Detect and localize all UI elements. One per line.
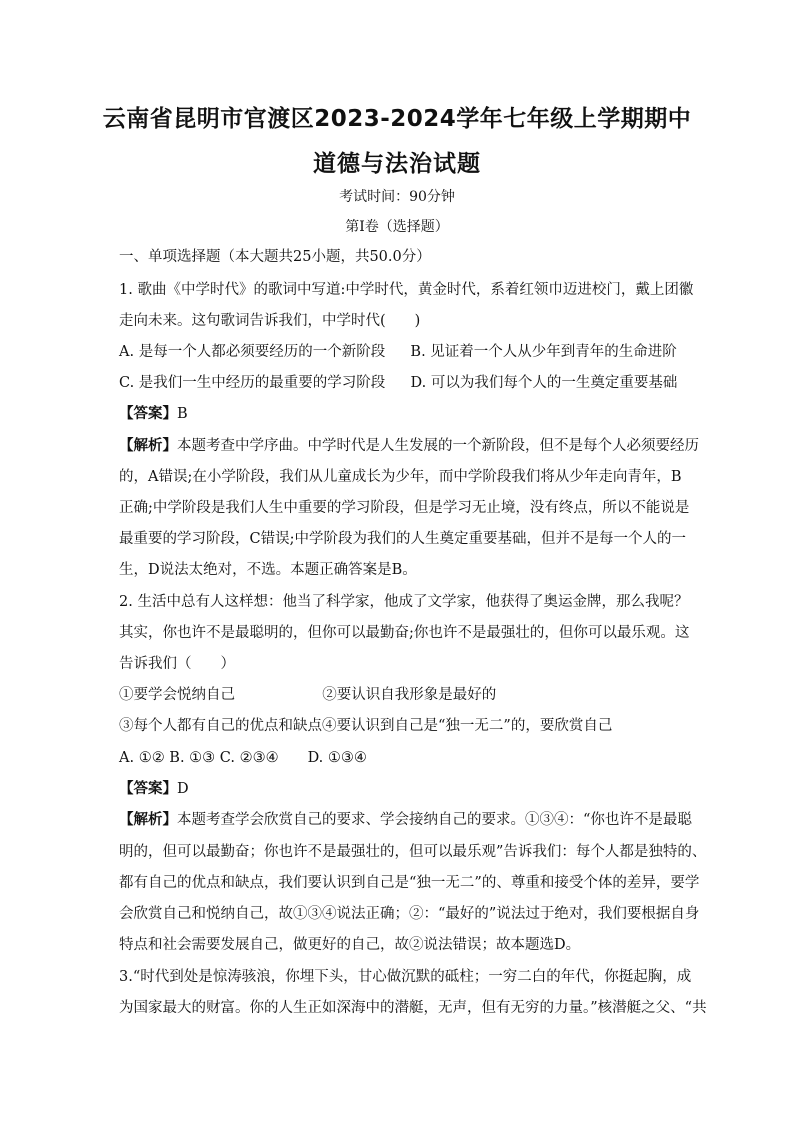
analysis-tag: 【解析】	[119, 811, 177, 828]
q2-analysis-line: 明的，但可以最勤奋；你也许不是最强壮的，但可以最乐观”告诉我们：每个人都是独特的、	[119, 844, 707, 860]
q2-items-row	[119, 685, 699, 705]
volume-label: 第I卷（选择题）	[345, 219, 449, 235]
answer-tag: 【答案】	[119, 780, 177, 797]
answer-value: B	[177, 406, 188, 422]
q2-analysis-line	[119, 810, 699, 830]
q2-stem-line: 2. 生活中总有人这样想：他当了科学家，他成了文学家，他获得了奥运金牌，那么我呢？	[119, 594, 689, 610]
q2-item-2: ②要认识自我形象是最好的	[322, 687, 497, 703]
q2-stem-line: 其实，你也许不是最聪明的，但你可以最勤奋;你也许不是最强壮的，但你可以最乐观。这	[119, 625, 690, 641]
answer-value: D	[177, 781, 189, 797]
q2-analysis-line: 会欣赏自己和悦纳自己，故①③④说法正确；②：“最好的”说法过于绝对，我们要根据自身	[119, 906, 700, 922]
q1-option-d: D. 可以为我们每个人的一生奠定重要基础	[410, 375, 678, 391]
q1-analysis-line: 正确;中学阶段是我们人生中重要的学习阶段，但是学习无止境，没有终点，所以不能说是	[119, 500, 690, 516]
q1-option-b: B. 见证着一个人从少年到青年的生命进阶	[410, 344, 677, 360]
document-subtitle: 道德与法治试题	[313, 151, 481, 177]
analysis-tag: 【解析】	[119, 437, 177, 454]
q3-stem-line: 为国家最大的财富。你的人生正如深海中的潜艇，无声，但有无穷的力量。”核潜艇之父、“共	[119, 1000, 707, 1016]
q1-option-c: C. 是我们一生中经历的最重要的学习阶段	[119, 375, 386, 391]
q3-stem-line: 3.“时代到处是惊涛骇浪，你埋下头，甘心做沉默的砥柱；一穷二白的年代，你挺起胸，成	[119, 969, 692, 985]
q1-analysis-line: 最重要的学习阶段，C错误;中学阶段为我们的人生奠定重要基础，但并不是每一个人的一	[119, 531, 686, 547]
q1-answer	[119, 404, 699, 424]
q2-stem-line: 告诉我们（ ）	[119, 656, 235, 672]
analysis-text: 本题考查中学序曲。中学时代是人生发展的一个新阶段，但不是每个人必须要经历	[177, 438, 699, 454]
q2-analysis-line: 都有自己的优点和缺点，我们要认识到自己是“独一无二”的、尊重和接受个体的差异，要学	[119, 875, 700, 891]
exam-time: 考试时间：90分钟	[339, 189, 455, 205]
q1-stem-line: 1. 歌曲《中学时代》的歌词中写道:中学时代，黄金时代，系着红领巾迈进校门，戴上团徽	[119, 282, 694, 298]
q1-options-row	[119, 373, 699, 393]
q1-analysis-line: 的，A错误;在小学阶段，我们从儿童成长为少年，而中学阶段我们将从少年走向青年，B	[119, 469, 682, 485]
q1-option-a: A. 是每一个人都必须要经历的一个新阶段	[119, 344, 386, 360]
q1-options-row	[119, 342, 699, 362]
q1-analysis-line: 生，D说法太绝对，不选。本题正确答案是B。	[119, 562, 417, 578]
q2-items-row: ③每个人都有自己的优点和缺点④要认识到自己是“独一无二”的，要欣赏自己	[119, 718, 613, 734]
q1-stem-line: 走向未来。这句歌词告诉我们，中学时代( )	[119, 313, 421, 329]
q1-analysis-line	[119, 436, 699, 456]
q2-item-1: ①要学会悦纳自己	[119, 687, 235, 703]
analysis-text: 本题考查学会欣赏自己的要求、学会接纳自己的要求。①③④：“你也许不是最聪	[177, 812, 692, 828]
q2-analysis-line: 特点和社会需要发展自己，做更好的自己，故②说法错误；故本题选D。	[119, 937, 581, 953]
q2-options: A. ①② B. ①③ C. ②③④ D. ①③④	[119, 750, 367, 766]
q2-answer	[119, 779, 699, 799]
document-title: 云南省昆明市官渡区2023-2024学年七年级上学期期中	[102, 106, 692, 132]
section-heading: 一、单项选择题（本大题共25小题，共50.0分）	[119, 249, 431, 265]
answer-tag: 【答案】	[119, 405, 177, 422]
